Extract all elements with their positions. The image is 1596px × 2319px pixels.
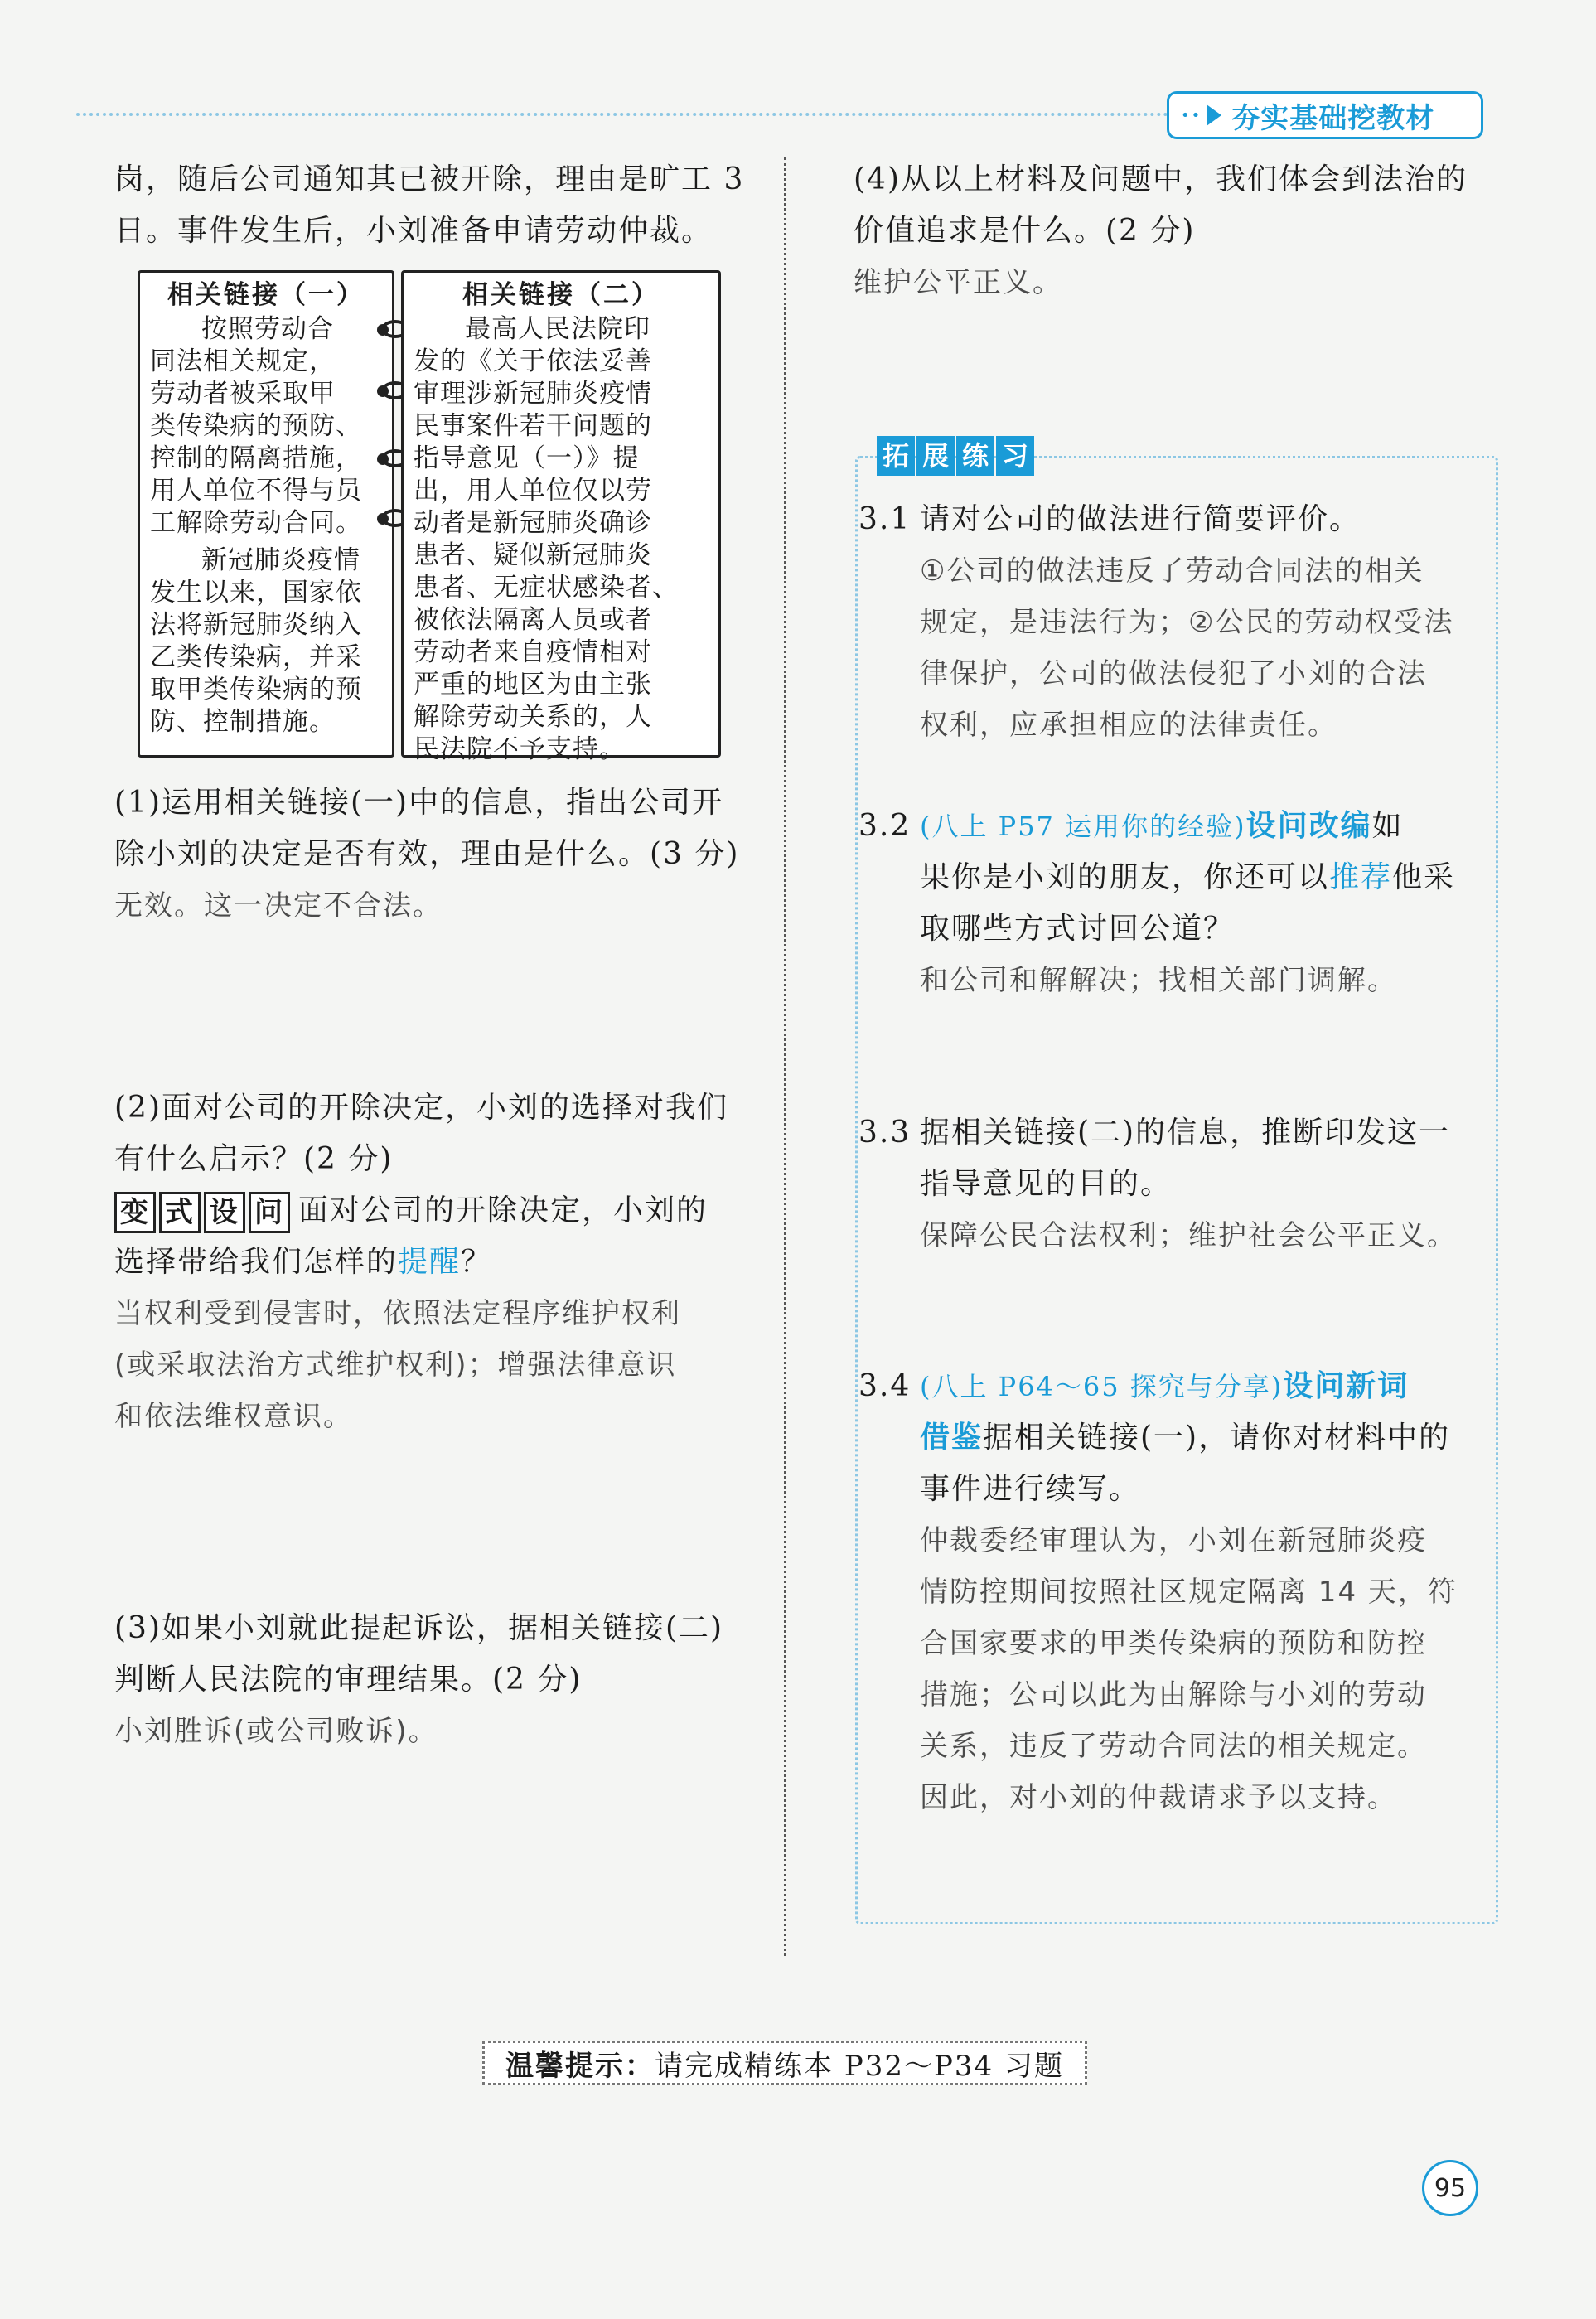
answer-text: 律保护，公司的做法侵犯了小刘的合法 xyxy=(920,657,1427,690)
link1-line: 同法相关规定， xyxy=(150,346,336,376)
link1-line: 劳动者被采取甲 xyxy=(150,379,336,409)
answer-text: 规定，是违法行为；②公民的劳动权受法 xyxy=(920,606,1454,639)
tip-text: 请完成精练本 P32～P34 习题 xyxy=(655,2049,1064,2083)
question-text: (2)面对公司的开除决定，小刘的选择对我们 xyxy=(114,1091,728,1125)
link2-line: 出，用人单位仅以劳 xyxy=(414,476,652,506)
adaptation-tag: 设问新词 xyxy=(1283,1369,1410,1403)
link2-line: 民事案件若干问题的 xyxy=(414,411,652,441)
question-1 xyxy=(114,777,752,932)
question-3-3 xyxy=(858,1107,1497,1261)
answer-text: 保障公民合法权利；维护社会公平正义。 xyxy=(920,1219,1457,1252)
link1-line: 防、控制措施。 xyxy=(150,707,336,737)
link2-line: 发的《关于依法妥善 xyxy=(414,346,652,376)
link2-line: 患者、疑似新冠肺炎 xyxy=(414,540,652,570)
related-link-1-box xyxy=(138,270,394,758)
answer-text: 关系，违反了劳动合同法的相关规定。 xyxy=(920,1730,1427,1763)
question-number: 3.4 xyxy=(858,1369,912,1403)
link2-line: 审理涉新冠肺炎疫情 xyxy=(414,379,652,409)
question-text: 事件进行续写。 xyxy=(920,1472,1141,1506)
link1-line: 按照劳动合 xyxy=(201,314,334,344)
binder-hole-icon xyxy=(377,385,389,397)
textbook-source: (八上 P64～65 探究与分享) xyxy=(920,1371,1284,1402)
variant-question xyxy=(114,1185,752,1237)
related-link-2-box xyxy=(401,270,721,764)
link1-line: 法将新冠肺炎纳入 xyxy=(150,610,362,640)
question-text: (4)从以上材料及问题中，我们体会到法治的 xyxy=(854,162,1468,196)
variant-text: 面对公司的开除决定，小刘的 xyxy=(298,1193,709,1227)
answer-text: 无效。这一决定不合法。 xyxy=(114,889,443,922)
answer-text: 措施；公司以此为由解除与小刘的劳动 xyxy=(920,1678,1427,1711)
answer-text: 仲裁委经审理认为，小刘在新冠肺炎疫 xyxy=(920,1524,1427,1557)
keyword-highlight: 推荐 xyxy=(1329,860,1393,894)
variant-question-line2: 选择带给我们怎样的提醒？ xyxy=(114,1245,493,1279)
question-text: 请对公司的做法进行简要评价。 xyxy=(920,502,1361,536)
header-dots: •• xyxy=(1181,106,1202,124)
link1-line: 类传染病的预防、 xyxy=(150,411,362,441)
reminder-tip xyxy=(482,2041,1087,2085)
answer-text: 小刘胜诉(或公司败诉)。 xyxy=(114,1715,438,1748)
question-text: 判断人民法院的审理结果。(2 分) xyxy=(114,1663,583,1697)
answer-text: 和依法维权意识。 xyxy=(114,1400,353,1433)
answer-text: 和公司和解解决；找相关部门调解。 xyxy=(920,964,1397,997)
link2-line: 指导意见（一）》提 xyxy=(414,443,640,473)
binder-hole-icon xyxy=(377,513,389,525)
extension-practice-badge: 拓 展 练 习 xyxy=(877,436,1034,477)
tip-label: 温馨提示： xyxy=(505,2049,655,2083)
keyword-highlight: 提醒 xyxy=(398,1245,462,1279)
page-number: 95 xyxy=(1422,2160,1478,2216)
answer-text: 因此，对小刘的仲裁请求予以支持。 xyxy=(920,1781,1397,1814)
link2-line: 严重的地区为由主张 xyxy=(414,670,652,700)
link1-line: 取甲类传染病的预 xyxy=(150,675,362,704)
binder-hole-icon xyxy=(377,324,389,336)
answer-text: 维护公平正义。 xyxy=(854,266,1062,299)
question-3-1 xyxy=(858,494,1497,751)
answer-text: (或采取法治方式维护权利)；增强法律意识 xyxy=(114,1348,677,1382)
question-text: 据相关链接(二)的信息，推断印发这一 xyxy=(920,1116,1451,1150)
arrow-right-icon xyxy=(1207,104,1221,126)
link1-line: 控制的隔离措施， xyxy=(150,443,362,473)
adaptation-tag: 设问改编 xyxy=(1245,809,1372,843)
question-text: 指导意见的目的。 xyxy=(920,1167,1173,1201)
related-link-1-title: 相关链接（一） xyxy=(167,280,365,310)
link1-line: 用人单位不得与员 xyxy=(150,476,362,506)
answer-text: 情防控期间按照社区规定隔离 14 天，符 xyxy=(920,1576,1458,1609)
question-text: 取哪些方式讨回公道？ xyxy=(920,912,1236,946)
link1-line: 新冠肺炎疫情 xyxy=(201,545,360,575)
link2-line: 患者、无症状感染者、 xyxy=(414,573,679,603)
variant-question-tag: 变 式 设 问 xyxy=(114,1192,290,1233)
question-2 xyxy=(114,1082,752,1442)
question-text: (3)如果小刘就此提起诉讼，据相关链接(二) xyxy=(114,1611,724,1645)
adaptation-tag: 借鉴 xyxy=(920,1421,984,1455)
link2-line: 最高人民法院印 xyxy=(465,314,650,344)
link2-line: 解除劳动关系的，人 xyxy=(414,702,652,732)
question-text: 有什么启示？(2 分) xyxy=(114,1142,394,1176)
question-4 xyxy=(854,154,1492,308)
related-link-2-title: 相关链接（二） xyxy=(462,280,660,310)
question-3-4: 3.4 (八上 P64～65 探究与分享)设问新词 借鉴据相关链接(一)，请你对材料中的 事件进行续写。 仲裁委经审理认为，小刘在新冠肺炎疫 情防控期间按照社区规定隔离 14 天，符 合国家要求的甲类传染病的预防和防控 措施；公司以此为由解除与小刘的劳动 关系，违反了劳动合同法的相关规定。 因此，对小刘的仲裁请求予以支持。 xyxy=(858,1361,1497,1823)
binder-hole-icon xyxy=(377,453,389,465)
header-dotted-line xyxy=(76,113,1168,116)
answer-text: 当权利受到侵害时，依照法定程序维护权利 xyxy=(114,1297,681,1330)
link2-line: 劳动者来自疫情相对 xyxy=(414,637,652,667)
question-text: 价值追求是什么。(2 分) xyxy=(854,214,1196,248)
section-header-tag xyxy=(1167,91,1483,139)
question-3 xyxy=(114,1603,752,1757)
textbook-source: (八上 P57 运用你的经验) xyxy=(920,811,1246,842)
question-text: 除小刘的决定是否有效，理由是什么。(3 分) xyxy=(114,837,740,871)
question-number: 3.1 xyxy=(858,502,912,536)
answer-text: 合国家要求的甲类传染病的预防和防控 xyxy=(920,1627,1427,1660)
question-number: 3.3 xyxy=(858,1116,912,1150)
link2-line: 被依法隔离人员或者 xyxy=(414,605,652,635)
link1-line: 乙类传染病，并采 xyxy=(150,642,362,672)
section-title: 夯实基础挖教材 xyxy=(1231,101,1435,135)
intro-line: 岗，随后公司通知其已被开除，理由是旷工 3 xyxy=(114,162,745,196)
answer-text: 权利，应承担相应的法律责任。 xyxy=(920,709,1337,742)
question-text: (1)运用相关链接(一)中的信息，指出公司开 xyxy=(114,786,724,820)
link1-line: 发生以来，国家依 xyxy=(150,578,362,608)
question-number: 3.2 xyxy=(858,809,912,843)
answer-text: ①公司的做法违反了劳动合同法的相关 xyxy=(920,554,1424,588)
intro-line: 日。事件发生后，小刘准备申请劳动仲裁。 xyxy=(114,214,713,248)
link1-line: 工解除劳动合同。 xyxy=(150,508,362,538)
question-3-2: 3.2 (八上 P57 运用你的经验)设问改编如 果你是小刘的朋友，你还可以推荐他采 取哪些方式讨回公道？ 和公司和解解决；找相关部门调解。 xyxy=(858,801,1497,1006)
column-divider xyxy=(784,157,786,1956)
link2-line: 动者是新冠肺炎确诊 xyxy=(414,508,652,538)
link2-line: 民法院不予支持。 xyxy=(414,734,626,764)
left-column-intro xyxy=(114,154,752,257)
